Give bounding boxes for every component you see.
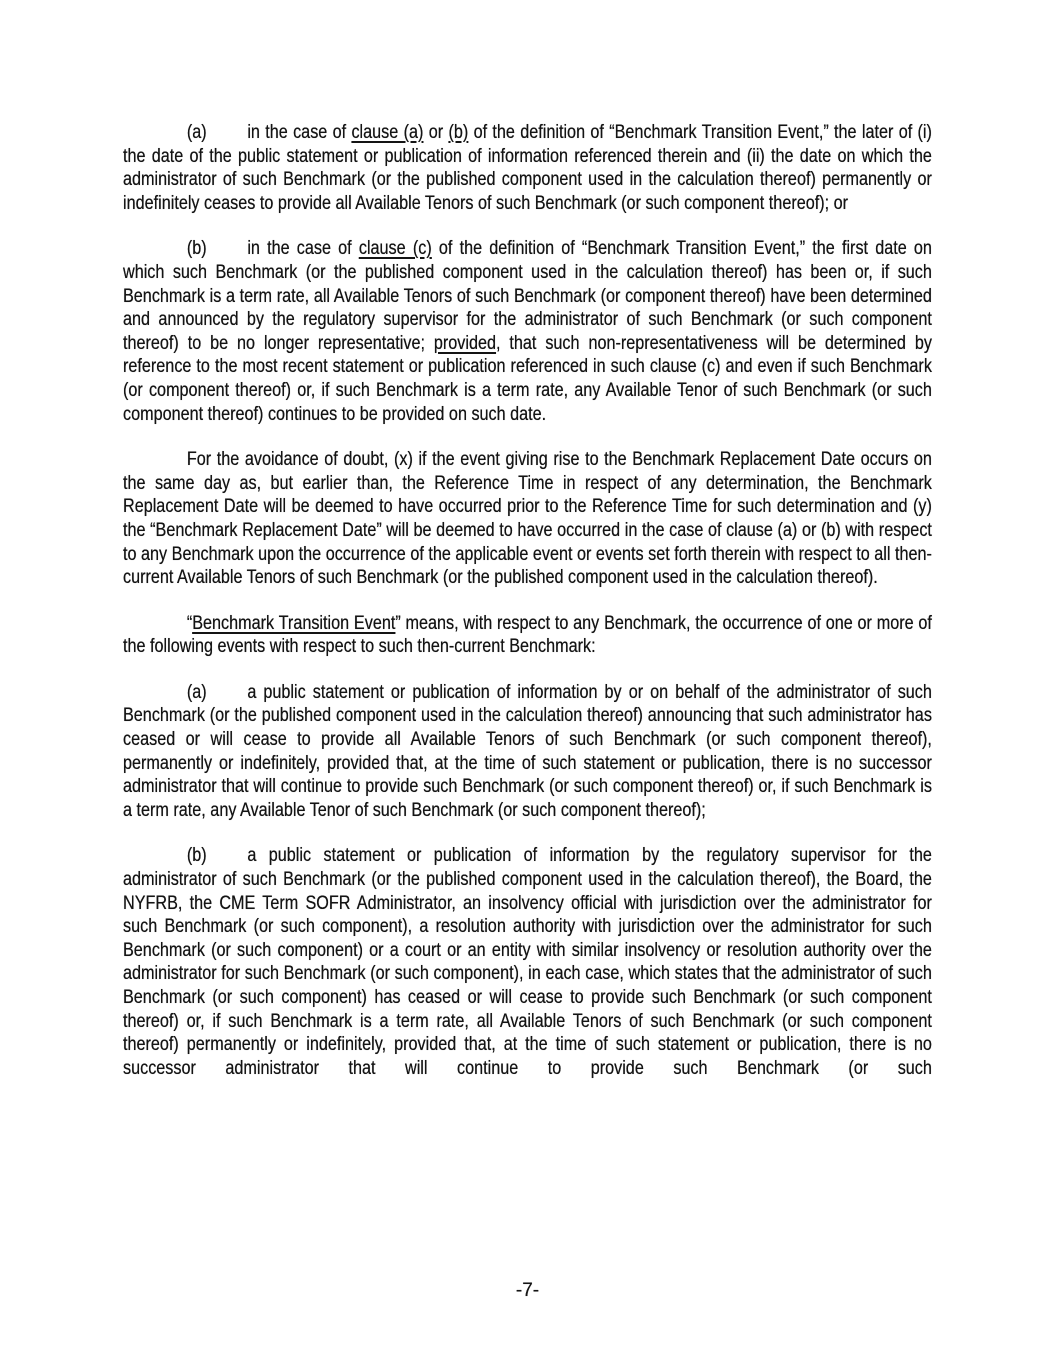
- text-run: “: [186, 612, 193, 634]
- text-run: For the avoidance of doubt, (x) if the event giving rise to the Benchmark Replacement Date occurs on the same day as, but earlier than, the Reference Time in respect of any determination, the Benchmark Replacement Date will be deemed to have occurred prior to the Reference Time for such determination and (y) the “Benchmark Replacement Date” will be deemed to have occurred in the case of clause (a) or (b) with respect to any Benchmark upon the occurrence of the applicable event or events set forth therein with respect to all then-current Available Tenors of such Benchmark (or the published component used in the calculation thereof).: [123, 449, 932, 589]
- avoidance-of-doubt-paragraph: [123, 448, 932, 590]
- list-item-label: (b): [186, 845, 207, 867]
- transition-event-clause-b: [123, 844, 932, 1080]
- text-run: in the case of: [247, 122, 352, 143]
- text-run: in the case of: [247, 238, 359, 260]
- page-number: -7-: [515, 1280, 540, 1301]
- list-item-label: (a): [186, 681, 207, 703]
- replacement-date-clause-b: [123, 237, 932, 426]
- text-run: a public statement or publication of information by the regulatory supervisor for the administrator of such Benchmark (or the published component used in the calculation thereof), the Board, the NYFRB, the CME Term SOFR Administrator, an insolvency official with jurisdiction over the administrator for such Benchmark (or such component), a resolution authority with jurisdiction over the administrator for such Benchmark (or such component) or a court or an entity with similar insolvency or resolution authority over the administrator for such Benchmark (or such component), in each case, which states that the administrator of such Benchmark (or such component) has ceased or will cease to provide such Benchmark (or such component thereof) or, if such Benchmark is a term rate, all Available Tenors of such Benchmark (or such component thereof) permanently or indefinitely, provided that, at the time of such statement or publication, there is no successor administrator that will continue to provide such Benchmark (or such: [123, 845, 932, 1079]
- benchmark-transition-event-definition: [123, 612, 932, 659]
- underlined-text-run: provided: [433, 332, 497, 354]
- underlined-text-run: clause (a): [351, 122, 424, 143]
- text-run: , that such non-representativeness will be determined by reference to the most recent statement or publication referenced in such clause (c) and even if such Benchmark (or component thereof) or, if such Benchmark is a term rate, any Available Tenor of such Benchmark (or such component thereof) continues to be provided on such date.: [123, 332, 932, 425]
- underlined-text-run: Benchmark Transition Event: [192, 612, 396, 634]
- underlined-text-run: (b): [448, 122, 469, 143]
- text-run: ” means, with respect to any Benchmark, the occurrence of one or more of the following events with respect to such then-current Benchmark:: [123, 612, 932, 658]
- document-body: [123, 121, 932, 1102]
- underlined-text-run: clause (c): [358, 238, 432, 260]
- list-item-label: (b): [186, 238, 207, 260]
- list-item-label: (a): [186, 122, 207, 143]
- transition-event-clause-a: [123, 681, 932, 823]
- text-run: of the definition of “Benchmark Transition Event,” the later of (i) the date of the public statement or publication of information referenced therein and (ii) the date on which the administrator of such Benchmark (or the published component used in the calculation thereof) permanently or indefinitely ceases to provide all Available Tenors of such Benchmark (or such component thereof); or: [123, 122, 932, 214]
- replacement-date-clause-a: [123, 121, 932, 215]
- text-run: a public statement or publication of information by or on behalf of the administrator of such Benchmark (or the published component used in the calculation thereof) announcing that such administrator has ceased or will cease to provide all Available Tenors of such Benchmark (or such component thereof), permanently or indefinitely, provided that, at the time of such statement or publication, there is no successor administrator that will continue to provide such Benchmark (or such component thereof) or, if such Benchmark is a term rate, any Available Tenor of such Benchmark (or such component thereof);: [123, 681, 932, 821]
- text-run: of the definition of “Benchmark Transition Event,” the first date on which such Benchmark (or the published component used in the calculation thereof) has been or, if such Benchmark is a term rate, all Available Tenors of such Benchmark (or component thereof) have been determined and announced by the regulatory supervisor for the administrator of such Benchmark (or such component thereof) to be no longer representative;: [123, 238, 932, 354]
- text-run: or: [423, 122, 449, 143]
